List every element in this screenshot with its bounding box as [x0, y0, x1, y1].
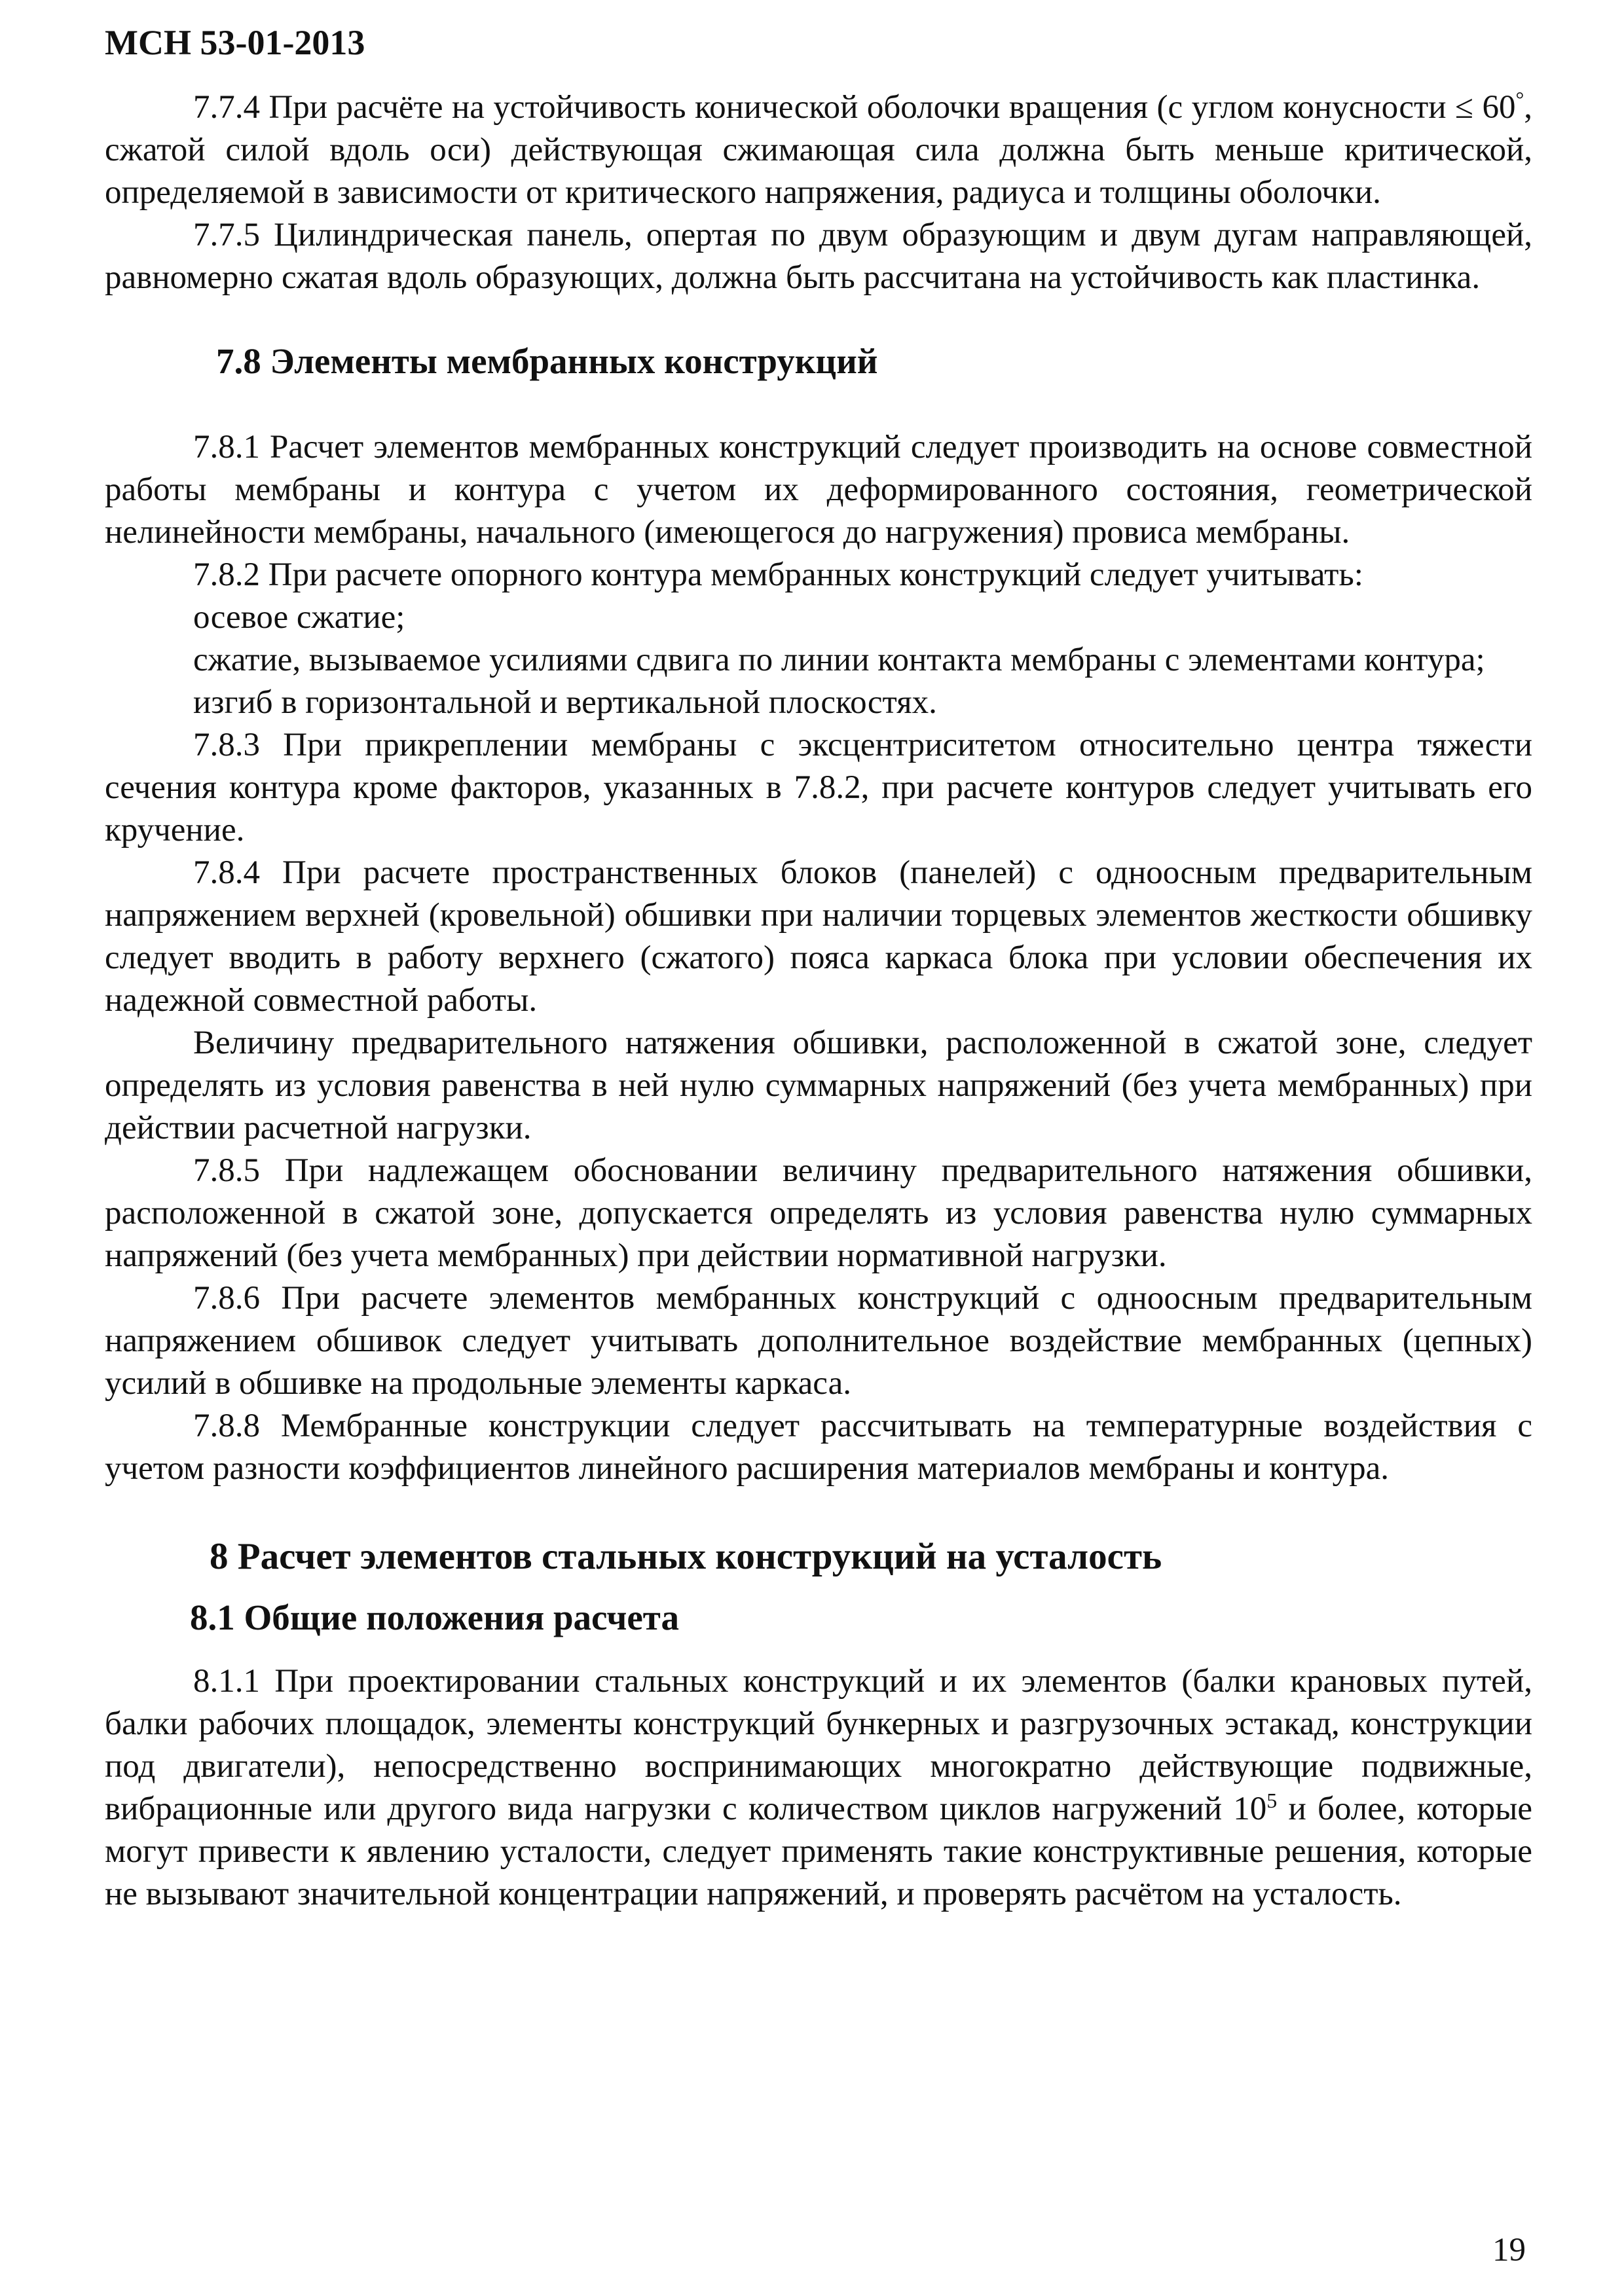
paragraph-7-8-4: 7.8.4 При расчете пространственных блоков (панелей) с одноосным предварительным напряжением верхней (кровельной) обшивки при наличии торцевых элементов жесткости обшивку следует вводить в работу верхнего (сжатого) пояса каркаса блока при условии обеспечения их надежной совместной работы.	[105, 854, 1532, 1019]
paragraph-7-8-4-continued: Величину предварительного натяжения обшивки, расположенной в сжатой зоне, следует определять из условия равенства в ней нулю суммарных напряжений (без учета мембранных) при действии расчетной нагрузки.	[105, 1025, 1532, 1146]
paragraph-7-7-4-part2: , сжатой силой вдоль оси) действующая сжимающая сила должна быть меньше критической, определяемой в зависимости от критического напряжения, радиуса и толщины оболочки.	[105, 89, 1532, 211]
document-code-header: МСН 53-01-2013	[105, 23, 365, 62]
list-item: сжатие, вызываемое усилиями сдвига по линии контакта мембраны с элементами контура;	[193, 642, 1485, 678]
list-item: изгиб в горизонтальной и вертикальной плоскостях.	[193, 684, 937, 721]
paragraph-7-8-8: 7.8.8 Мембранные конструкции следует рассчитывать на температурные воздействия с учетом разности коэффициентов линейного расширения материалов мембраны и контура.	[105, 1408, 1532, 1487]
paragraph-7-7-4-part1: 7.7.4 При расчёте на устойчивость конической оболочки вращения (с углом конусности ≤ 60	[193, 89, 1516, 126]
paragraph-7-8-1: 7.8.1 Расчет элементов мембранных конструкций следует производить на основе совместной работы мембраны и контура с учетом их деформированного состояния, геометрической нелинейности мембраны, начального (имеющегося до нагружения) провиса мембраны.	[105, 429, 1532, 551]
exponent-superscript: 5	[1266, 1789, 1278, 1812]
paragraph-8-1-1	[105, 1660, 1532, 1916]
paragraph-7-8-3: 7.8.3 При прикреплении мембраны с эксцентриситетом относительно центра тяжести сечения контура кроме факторов, указанных в 7.8.2, при расчете контуров следует учитывать его кручение.	[105, 727, 1532, 848]
paragraph-8-1-1-part1: 8.1.1 При проектировании стальных конструкций и их элементов (балки крановых путей, балки рабочих площадок, элементы конструкций бункерных и разгрузочных эстакад, конструкции под двигатели), непосредственно воспринимающих многократно действующие подвижные, вибрационные или другого вида нагрузки с количеством циклов нагружений 10	[105, 1663, 1532, 1827]
paragraph-7-8-6: 7.8.6 При расчете элементов мембранных конструкций с одноосным предварительным напряжением обшивок следует учитывать дополнительное воздействие мембранных (цепных) усилий в обшивке на продольные элементы каркаса.	[105, 1280, 1532, 1402]
paragraph-7-7-4	[105, 86, 1532, 214]
paragraph-7-7-5: 7.7.5 Цилиндрическая панель, опертая по двум образующим и двум дугам направляющей, равномерно сжатая вдоль образующих, должна быть рассчитана на устойчивость как пластинка.	[105, 217, 1532, 296]
degree-superscript: °	[1515, 87, 1524, 111]
section-heading-7-8: 7.8 Элементы мембранных конструкций	[216, 341, 878, 381]
subsection-heading-8-1: 8.1 Общие положения расчета	[190, 1597, 679, 1637]
page-number: 19	[1492, 2232, 1526, 2269]
section-heading-8: 8 Расчет элементов стальных конструкций на усталость	[210, 1536, 1162, 1577]
paragraph-7-8-5: 7.8.5 При надлежащем обосновании величину предварительного натяжения обшивки, расположенной в сжатой зоне, допускается определять из условия равенства нулю суммарных напряжений (без учета мембранных) при действии нормативной нагрузки.	[105, 1152, 1532, 1274]
list-item: осевое сжатие;	[193, 599, 405, 636]
page-body	[105, 86, 1532, 1916]
paragraph-7-8-2: 7.8.2 При расчете опорного контура мембранных конструкций следует учитывать:	[193, 556, 1363, 593]
paragraph-8-1-1-part2: и более, которые могут привести к явлению усталости, следует применять такие конструктивные решения, которые не вызывают значительной концентрации напряжений, и проверять расчётом на усталость.	[105, 1791, 1533, 1912]
